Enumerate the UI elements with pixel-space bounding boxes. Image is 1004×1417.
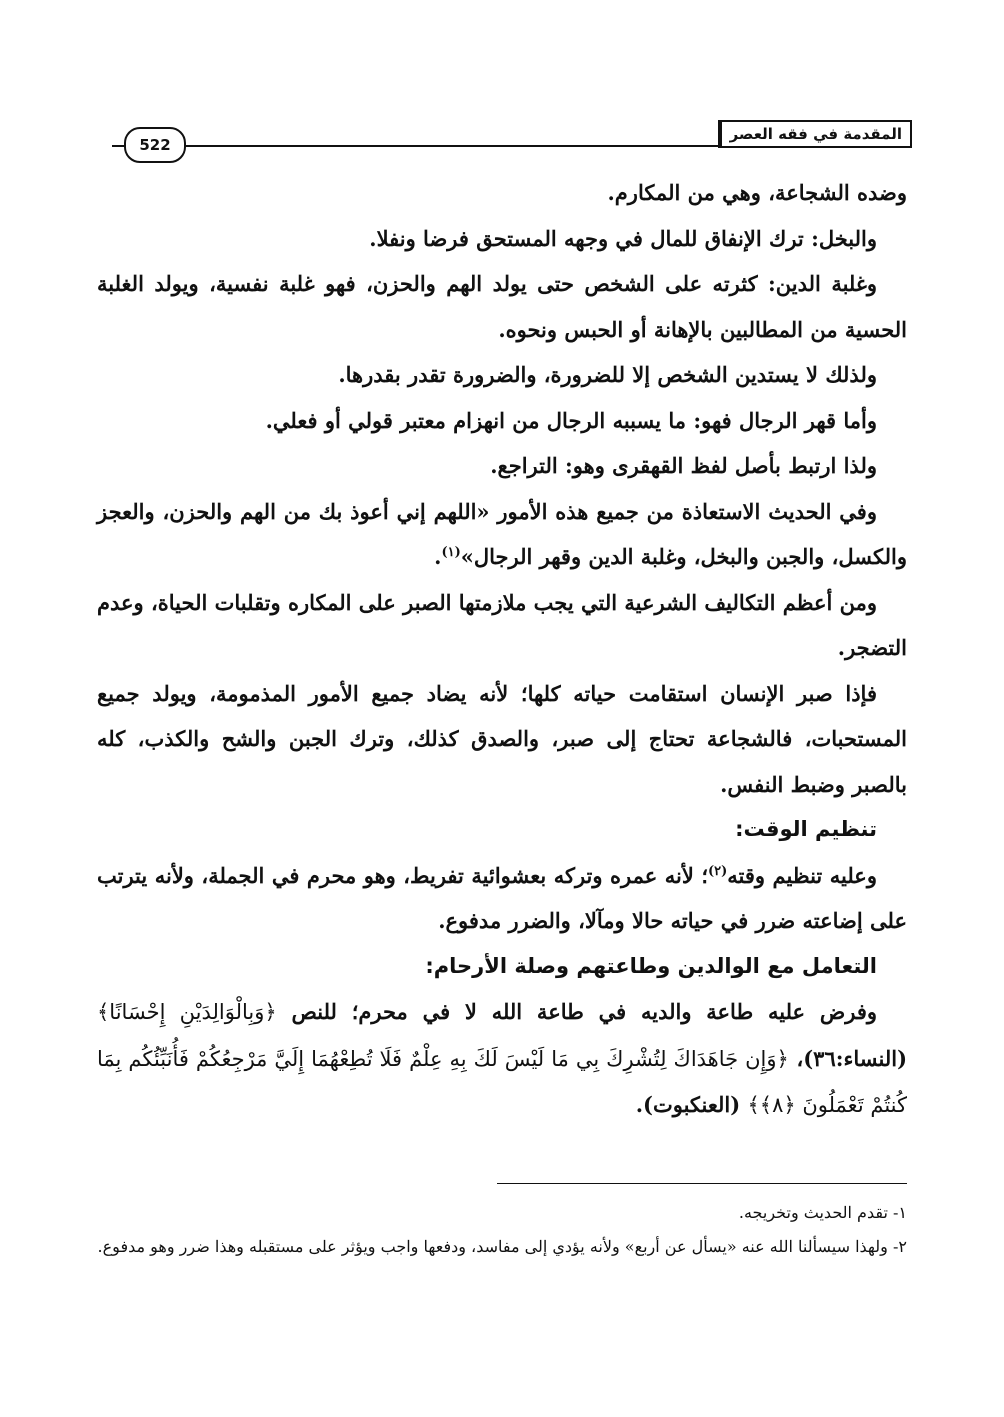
verse-reference: (النساء:٣٦)،: [796, 1045, 907, 1071]
paragraph: فإذا صبر الإنسان استقامت حياته كلها؛ لأنه يضاد جميع الأمور المذمومة، ويولد جميع المستحبات، فالشجاعة تحتاج إلى صبر، والصدق كذلك، وترك الجبن والشح والكذب، كله بالصبر وضبط النفس.: [97, 680, 907, 797]
quran-verse: ﴿وَبِالْوَالِدَيْنِ إِحْسَانًا﴾: [97, 1000, 277, 1024]
paragraph-text: وعليه تنظيم وقته: [727, 862, 877, 888]
footnote-1: ١- تقدم الحديث وتخريجه.: [738, 1203, 907, 1222]
paragraph-time: [97, 853, 907, 944]
footnote-ref: (١): [441, 545, 461, 560]
paragraph: ولذا ارتبط بأصل لفظ القهقرى وهو: التراجع.: [490, 453, 877, 478]
running-header: [112, 120, 912, 152]
paragraph-parents: [97, 989, 907, 1129]
paragraph-text-cont: ؛ لأنه عمره وتركه بعشوائية تفريط، وهو محرم في الجملة، ولأنه يترتب على إضاعته ضرر في حياته حالا ومآلا، والضرر مدفوع.: [97, 862, 907, 933]
verse-reference: (العنكبوت).: [635, 1092, 741, 1117]
quran-verse: ﴿وَإِن جَاهَدَاكَ لِتُشْرِكَ بِي مَا لَيْسَ لَكَ بِهِ عِلْمٌ فَلَا تُطِعْهُمَا إِلَيَّ مَرْجِعُكُمْ فَأُنَبِّئُكُم بِمَا كُنتُمْ تَعْمَلُونَ ﴿٨﴾﴾: [97, 1046, 907, 1117]
paragraph: والبخل: ترك الإنفاق للمال في وجهه المستحق فرضا ونفلا.: [369, 225, 877, 251]
paragraph: ولذلك لا يستدين الشخص إلا للضرورة، والضرورة تقدر بقدرها.: [338, 362, 877, 387]
paragraph: وضده الشجاعة، وهي من المكارم.: [607, 180, 907, 205]
paragraph-hadith: [97, 489, 907, 580]
paragraph: وأما قهر الرجال فهو: ما يسببه الرجال من انهزام معتبر قولي أو فعلي.: [265, 407, 877, 433]
paragraph: ومن أعظم التكاليف الشرعية التي يجب ملازمتها الصبر على المكاره وتقلبات الحياة، وعدم التضجر.: [96, 589, 907, 660]
page-number: 522: [124, 127, 186, 163]
section-heading-parents: التعامل مع الوالدين وطاعتهم وصلة الأرحام:: [425, 953, 877, 978]
book-title-box: المقدمة في فقه العصر: [718, 120, 912, 148]
footnote-ref: (٢): [708, 863, 728, 879]
paragraph: وغلبة الدين: كثرته على الشخص حتى يولد الهم والحزن، فهو غلبة نفسية، ويولد الغلبة الحسية من المطالبين بالإهانة أو الحبس ونحوه.: [97, 271, 907, 342]
footnote-2: ٢- ولهذا سيسألنا الله عنه «يسأل عن أربع» ولأنه يؤدي إلى مفاسد، ودفعها واجب ويؤثر على مستقبله وهذا ضرر وهو مدفوع.: [97, 1237, 907, 1256]
paragraph-end: .: [434, 544, 442, 569]
paragraph-text: وفرض عليه طاعة والديه في طاعة الله لا في محرم؛ للنص: [291, 999, 878, 1024]
footnotes: [97, 1196, 907, 1264]
section-heading-time: تنظيم الوقت:: [735, 817, 877, 841]
paragraph-text: وفي الحديث الاستعاذة من جميع هذه الأمور «اللهم إني أعوذ بك من الهم والحزن، والعجز والكسل، والجبن والبخل، وغلبة الدين وقهر الرجال»: [97, 498, 907, 569]
main-text: [97, 170, 907, 1129]
footnote-divider: [497, 1183, 907, 1184]
